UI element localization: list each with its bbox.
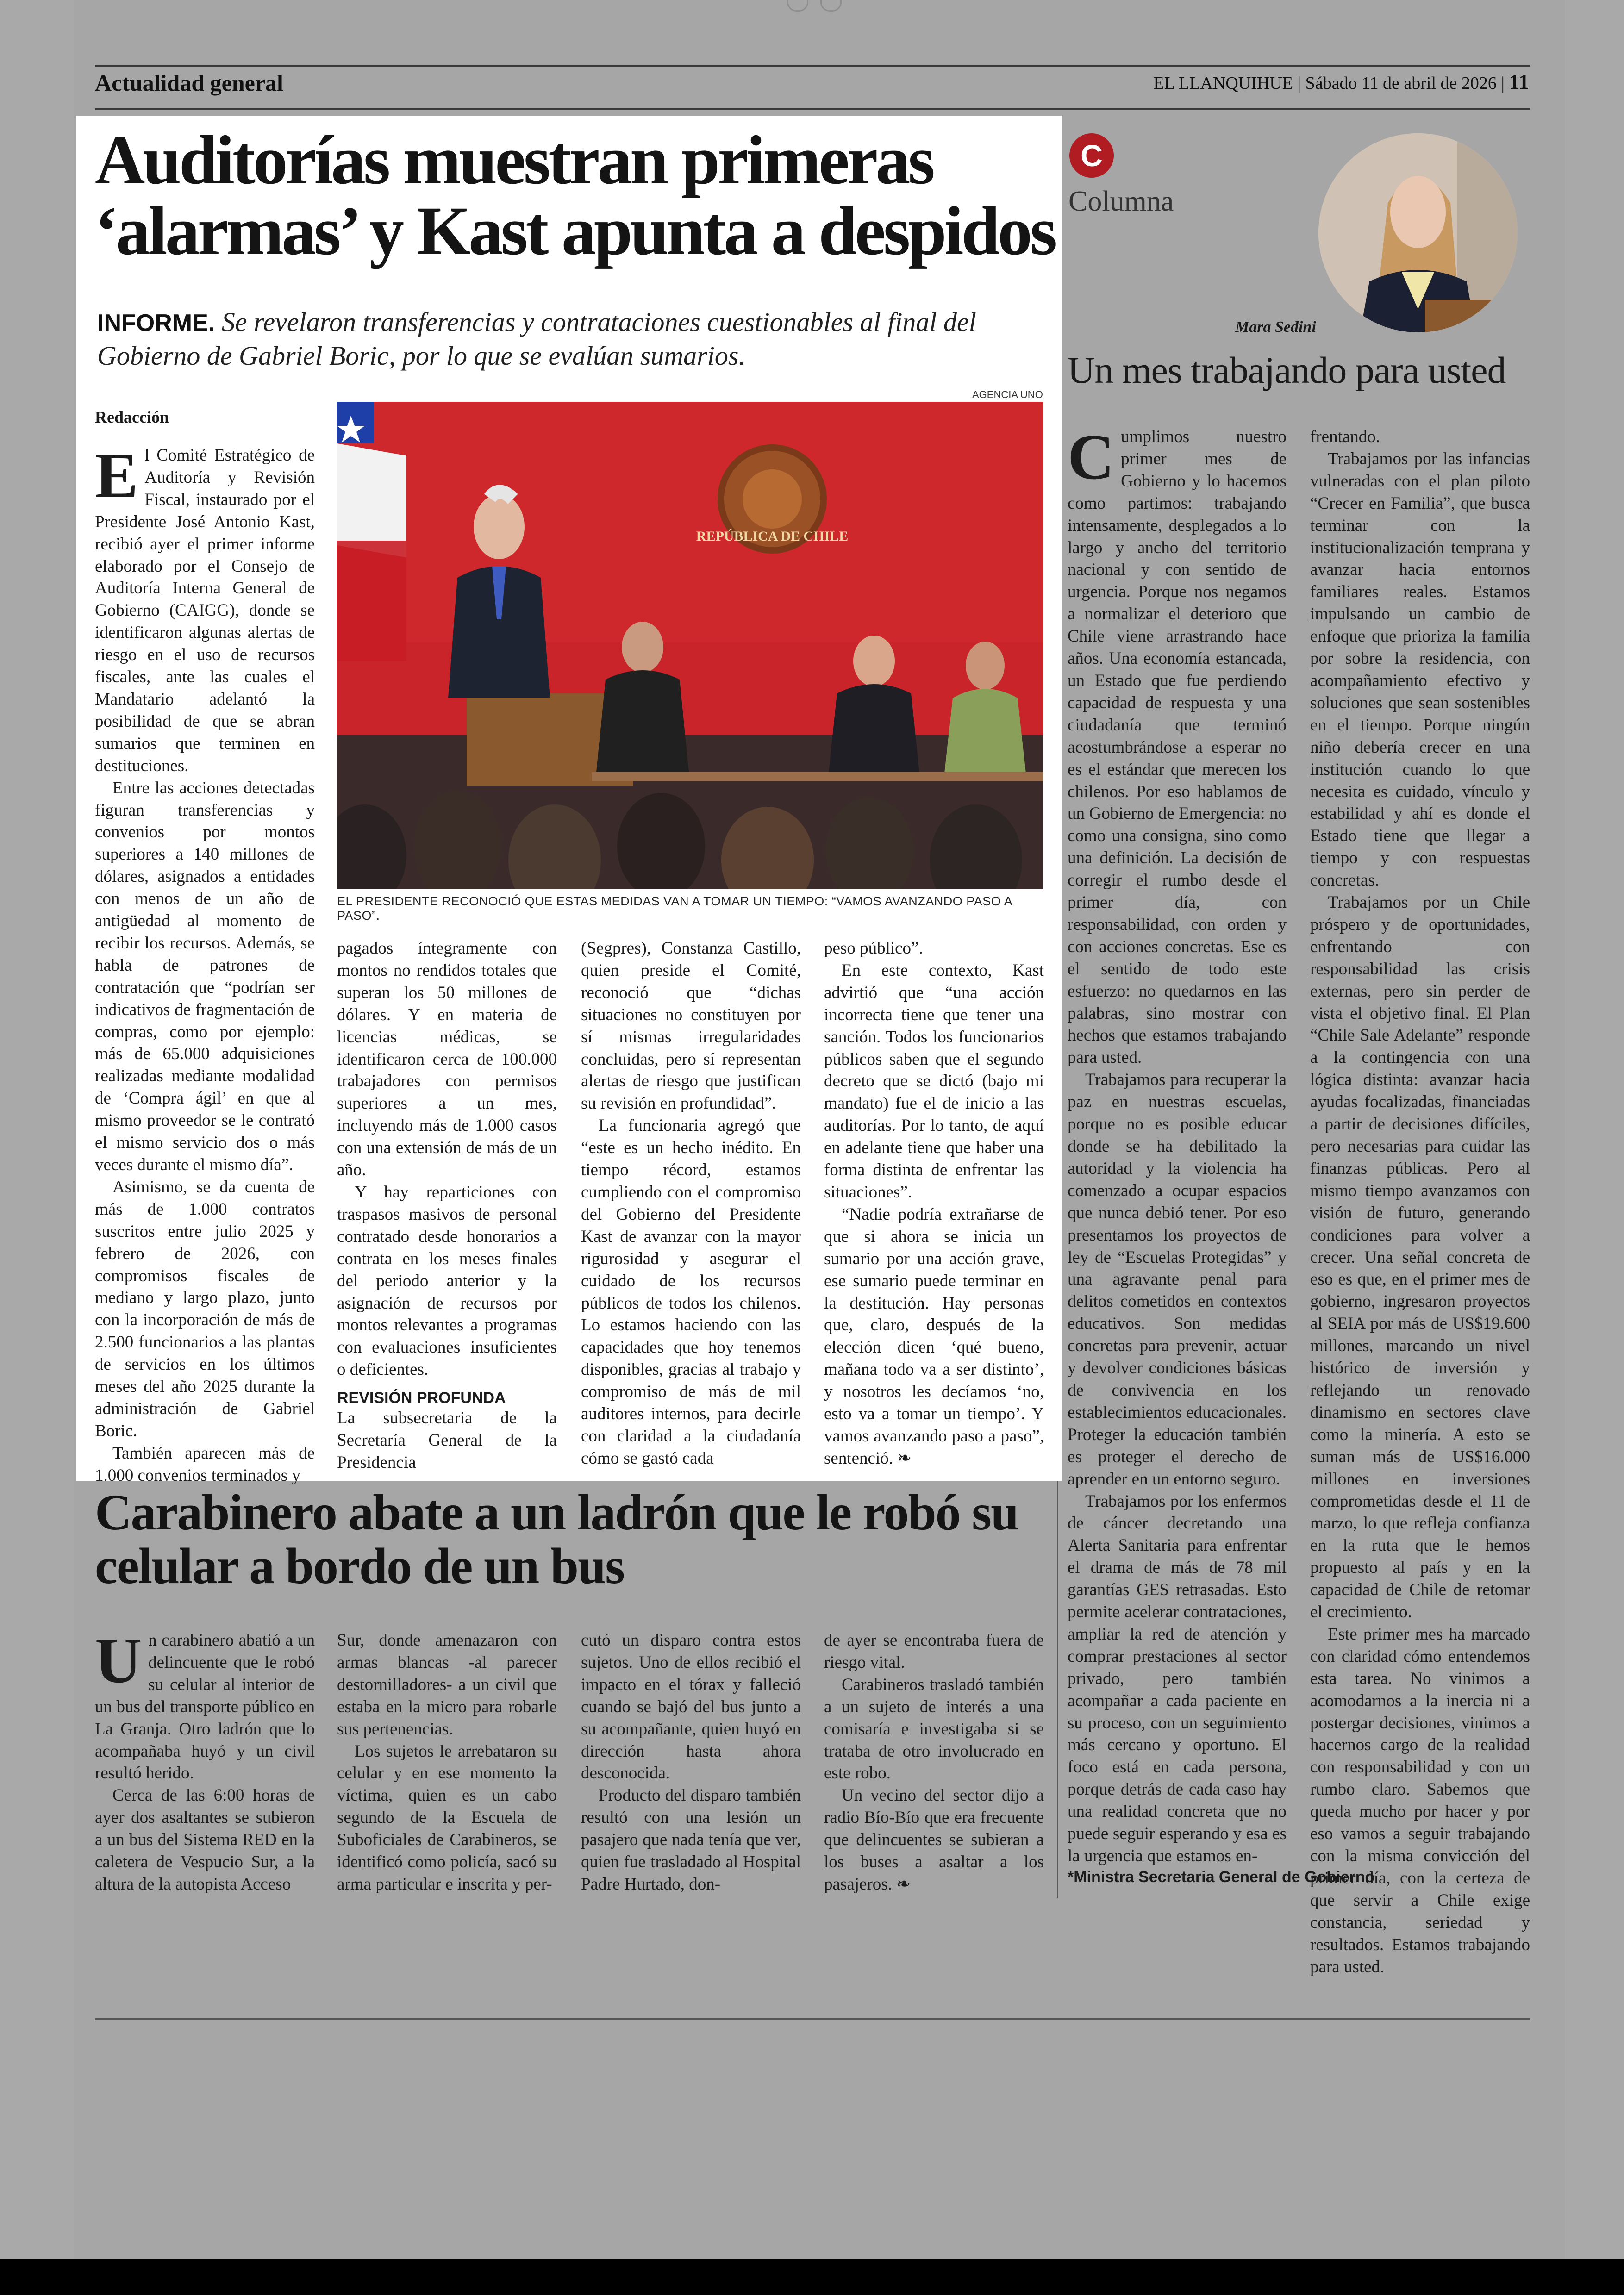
column-divider [1057,1481,1058,1898]
header-bottom-rule [95,108,1530,110]
section-title: Actualidad general [95,70,283,96]
column-badge: C [1069,133,1114,178]
paragraph: Este primer mes ha marcado con claridad cómo entendemos esta tarea. No vinimos a acomodarnos a la inercia ni a postergar decisiones, vinimos a hacernos cargo de la realidad con responsabilidad y con un rumbo claro. Sabemos que queda mucho por hacer y por eso vamos a seguir trabajando con la misma convicción del primer día, con la certeza de que servir a Chile exige constancia, seriedad y resultados. Estamos trabajando para usted. [1310,1624,1530,1977]
lead-keyword: INFORME. [97,310,215,337]
paragraph: Trabajamos para recuperar la paz en nuestras escuelas, porque no es posible educar donde se ha debilitado la autoridad y la violencia ha comenzado a ocupar espacios que nunca debió tener. Por eso presentamos los proyectos de ley de “Escuelas Protegidas” y una agravante penal para delitos cometidos en contextos educativos. Son medidas concretas para prevenir, actuar y devolver condiciones básicas de convivencia en los establecimientos educacionales. Proteger la educación también es proteger el derecho de aprender en un entorno seguro. [1068,1070,1287,1489]
paragraph: La subsecretaria de la Secretaría General de la Presidencia [337,1409,557,1472]
paragraph: Un vecino del sector dijo a radio Bío-Bío que era frecuente que delincuentes se subieran a los buses a asaltar a los pasajeros. ❧ [824,1786,1044,1894]
dropcap: E [95,440,138,511]
paragraph: frentando. [1310,427,1380,446]
main-lead [97,306,1000,373]
paragraph: En este contexto, Kast advirtió que “una acción incorrecta tiene que tener una sanción. Todos los funcionarios públicos saben que el segundo decreto que se dictó (bajo mi mandato) fue el de inicio a las auditorías. Por lo tanto, de aquí en adelante tiene que haber una forma distinta de enfrentar las situaciones”. [824,960,1044,1202]
paragraph: n carabinero abatió a un delincuente que le robó su celular al interior de un bus del transporte público en La Granja. Otro ladrón que lo acompañaba huyó y un civil resultó herido. [95,1631,315,1783]
column-col-2 [1310,426,1530,1978]
paragraph: Sur, donde amenazaron con armas blancas -al parecer destornilladores- a un civil que estaba en la micro para robarle sus pertenencias. [337,1631,557,1739]
paragraph: “Nadie podría extrañarse de que si ahora se inicia un sumario por una acción grave, ese sumario puede terminar en la destitución. Hay personas que, claro, después de la elección dicen ‘qué bueno, mañana todo va a ser distinto’, y nosotros les decíamos ‘no, esto va a tomar un tiempo’. Y vamos avanzando paso a paso”, sentenció. ❧ [824,1204,1044,1468]
main-col-2 [337,937,557,1474]
subheading: REVISIÓN PROFUNDA [337,1389,506,1407]
paragraph: Entre las acciones detectadas figuran transferencias y convenios por montos superiores a 140 millones de dólares, asignados a entidades con menos de un año de antigüedad al momento de recibir los recursos. Además, se habla de patrones de contratación que “podrían ser indicativos de fragmentación de compras, como por ejemplo: más de 65.000 adquisiciones realizadas mediante modalidad de ‘Compra ágil’ en que al mismo proveedor se le contrató el mismo servicio dos o más veces durante el mismo día”. [95,778,315,1174]
portrait-illustration [1318,133,1518,332]
second-col-1 [95,1625,315,1896]
column-signoff: *Ministra Secretaria General de Gobierno [1068,1868,1375,1886]
header-top-rule [95,65,1530,67]
paragraph: Y hay reparticiones con traspasos masivos de personal contratado desde honorarios a contrata en los meses finales del periodo anterior y la asignación de recursos por montos relevantes a programas con evaluaciones insuficientes o deficientes. [337,1182,557,1379]
article-photo [337,402,1043,889]
paragraph: Trabajamos por un Chile próspero y de oportunidades, enfrentando con responsabilidad las crisis externas, pero sin perder de vista el objetivo final. El Plan “Chile Sale Adelante” responde a la contingencia con una lógica distinta: avanzar hacia ayudas focalizadas, financiadas a partir de decisiones difíciles, pero necesarias para cuidar las finanzas públicas. Pero al mismo tiempo avanzamos con visión de futuro, generando condiciones para volver a crecer. Una señal concreta de eso es que, en el primer mes de gobierno, ingresaron proyectos al SEIA por más de US$19.600 millones, marcando un nivel histórico de inversión y reflejando un renovado dinamismo en sectores clave como la minería. A esto se suman más de US$16.000 millones en inversiones comprometidas desde el 11 de marzo, lo que refleja confianza en la ruta que le hemos propuesto al país y en la capacidad de Chile de retomar el crecimiento. [1310,893,1530,1622]
page-number: 11 [1509,70,1529,94]
paragraph: Los sujetos le arrebataron su celular y en ese momento la víctima, quien es un cabo segundo de la Escuela de Suboficiales de Carabineros, se identificó como policía, sacó su arma particular e inscrita y per- [337,1741,557,1894]
byline: Redacción [95,408,169,426]
paragraph: La funcionaria agregó que “este es un hecho inédito. En tiempo récord, estamos cumpliendo con el compromiso del Gobierno del Presidente Kast de avanzar con la mayor rigurosidad y asegurar el cuidado de los recursos públicos de todos los chilenos. Lo estamos haciendo con las capacidades que hoy tenemos disponibles, gracias al trabajo y compromiso de más de mil auditores internos, para decirle con claridad a la ciudadanía cómo se gastó cada [581,1116,801,1468]
paragraph: También aparecen más de 1.000 convenios terminados y [95,1443,315,1485]
dropcap: U [95,1625,142,1696]
paragraph: Trabajamos por los enfermos de cáncer decretando una Alerta Sanitaria para enfrentar el drama de más de 78 mil garantías GES retrasadas. Esto permite acelerar contrataciones, ampliar la red de atención y comprar prestaciones al sector privado, pero también acompañar a cada paciente en su proceso, con un seguimiento más cercano y oportuno. El foco está en cada persona, porque detrás de cada caso hay una realidad concreta que no puede seguir esperando y esa es la urgencia que estamos en- [1068,1491,1287,1865]
column-col-1 [1068,421,1287,1867]
issue-date: Sábado 11 de abril de 2026 [1305,74,1497,93]
paragraph: Producto del disparo también resultó con una lesión un pasajero que nada tenía que ver, quien fue trasladado al Hospital Padre Hurtado, don- [581,1786,801,1894]
column-author: Mara Sedini [1235,318,1316,336]
paragraph: Carabineros trasladó también a un sujeto de interés a una comisaría e investigaba si se trataba de otro involucrado en este robo. [824,1675,1044,1783]
column-title: Un mes trabajando para usted [1068,349,1506,391]
second-col-3 [581,1629,801,1896]
lead-text: Se revelaron transferencias y contrataciones cuestionables al final del Gobierno de Gabriel Boric, por lo que se evalúan sumarios. [97,307,976,371]
paragraph: de ayer se encontraba fuera de riesgo vital. [824,1631,1044,1672]
column-tag: Columna [1068,186,1174,217]
photo-illustration [337,402,1043,889]
paragraph: (Segpres), Constanza Castillo, quien preside el Comité, reconoció que “dichas situaciones no constituyen por sí mismas irregularidades concluidas, pero sí representan alertas de riesgo que justifican su revisión en profundidad”. [581,939,801,1113]
paragraph: Trabajamos por las infancias vulneradas con el plan piloto “Crecer en Familia”, que busca terminar con la institucionalización temprana y avanzar hacia entornos familiares reales. Estamos impulsando un cambio de enfoque que prioriza la familia por sobre la residencia, con acompañamiento efectivo y soluciones que sean sostenibles en el tiempo. Porque ningún niño debería crecer en una institución cuando lo que necesita es cuidado, vínculo y estabilidad y ahí es donde el Estado tiene que llegar a tiempo y con respuestas concretas. [1310,449,1530,890]
paragraph: umplimos nuestro primer mes de Gobierno y lo hacemos como partimos: trabajando intensamente, desplegados a lo largo y ancho del territorio nacional y con sentido de urgencia. Porque nos negamos a normalizar el deterioro que Chile viene arrastrando hace años. Una economía estancada, un Estado que fue perdiendo capacidad de respuesta y una ciudadanía que terminó acostumbrándose a esperar no es el estándar que merecen los chilenos. Por eso hablamos de un Gobierno de Emergencia: no como una consigna, sino como una definición. La decisión de corregir el rumbo desde el primer día, con responsabilidad, con orden y con acciones concretas. Ese es el sentido de todo este esfuerzo: no quedarnos en las palabras, sino mostrar con hechos que estamos trabajando para usted. [1068,427,1287,1067]
masthead: EL LLANQUIHUE | Sábado 11 de abril de 2026 | 11 [1153,70,1529,94]
paragraph: peso público”. [824,939,923,958]
dropcap: C [1068,421,1115,493]
photo-credit: AGENCIA UNO [972,389,1043,400]
main-col-4 [824,937,1044,1470]
newspaper-name: EL LLANQUIHUE [1153,74,1293,93]
paragraph: cutó un disparo contra estos sujetos. Uno de ellos recibió el impacto en el tórax y falleció cuando se bajó del bus junto a su acompañante, quien huyó en dirección hasta ahora desconocida. [581,1631,801,1783]
viewer-bottom-bar [0,2259,1624,2295]
second-col-4 [824,1629,1044,1896]
paragraph: Cerca de las 6:00 horas de ayer dos asaltantes se subieron a un bus del Sistema RED en la caletera de Vespucio Sur, a la altura de la autopista Acceso [95,1786,315,1894]
paragraph: pagados íntegramente con montos no rendidos totales que superan los 50 millones de dólares. Y en materia de licencias médicas, se identificaron cerca de 100.000 trabajadores con permisos superiores a un mes, incluyendo más de 1.000 casos con una extensión de más de un año. [337,939,557,1180]
main-col-3 [581,937,801,1470]
page-bottom-rule [95,2018,1530,2020]
second-headline: Carabinero abate a un ladrón que le robó su celular a bordo de un bus [95,1484,1018,1594]
author-portrait [1318,133,1518,332]
photo-caption: EL PRESIDENTE RECONOCIÓ QUE ESTAS MEDIDAS VAN A TOMAR UN TIEMPO: “VAMOS AVANZANDO PASO A PASO”. [337,894,1012,923]
main-col-1 [95,440,315,1487]
main-headline: Auditorías muestran primeras ‘alarmas’ y Kast apunta a despidos [95,122,1055,269]
seal-text: REPÚBLICA DE CHILE [696,529,849,544]
paragraph: l Comité Estratégico de Auditoría y Revisión Fiscal, instaurado por el Presidente José Antonio Kast, recibió ayer el primer informe elaborado por el Consejo de Auditoría Interna General de Gobierno (CAIGG), donde se identificaron algunas alertas de riesgo en el uso de recursos fiscales, ante las cuales el Mandatario adelantó la posibilidad de que se abran sumarios que terminen en destituciones. [95,446,315,775]
paragraph: Asimismo, se da cuenta de más de 1.000 contratos suscritos entre julio 2025 y febrero de 2026, con compromisos fiscales de mediano y largo plazo, junto con la incorporación de más de 2.500 funcionarios a las plantas de servicios en los últimos meses del año 2025 durante la administración de Gabriel Boric. [95,1177,315,1441]
second-col-2 [337,1629,557,1896]
